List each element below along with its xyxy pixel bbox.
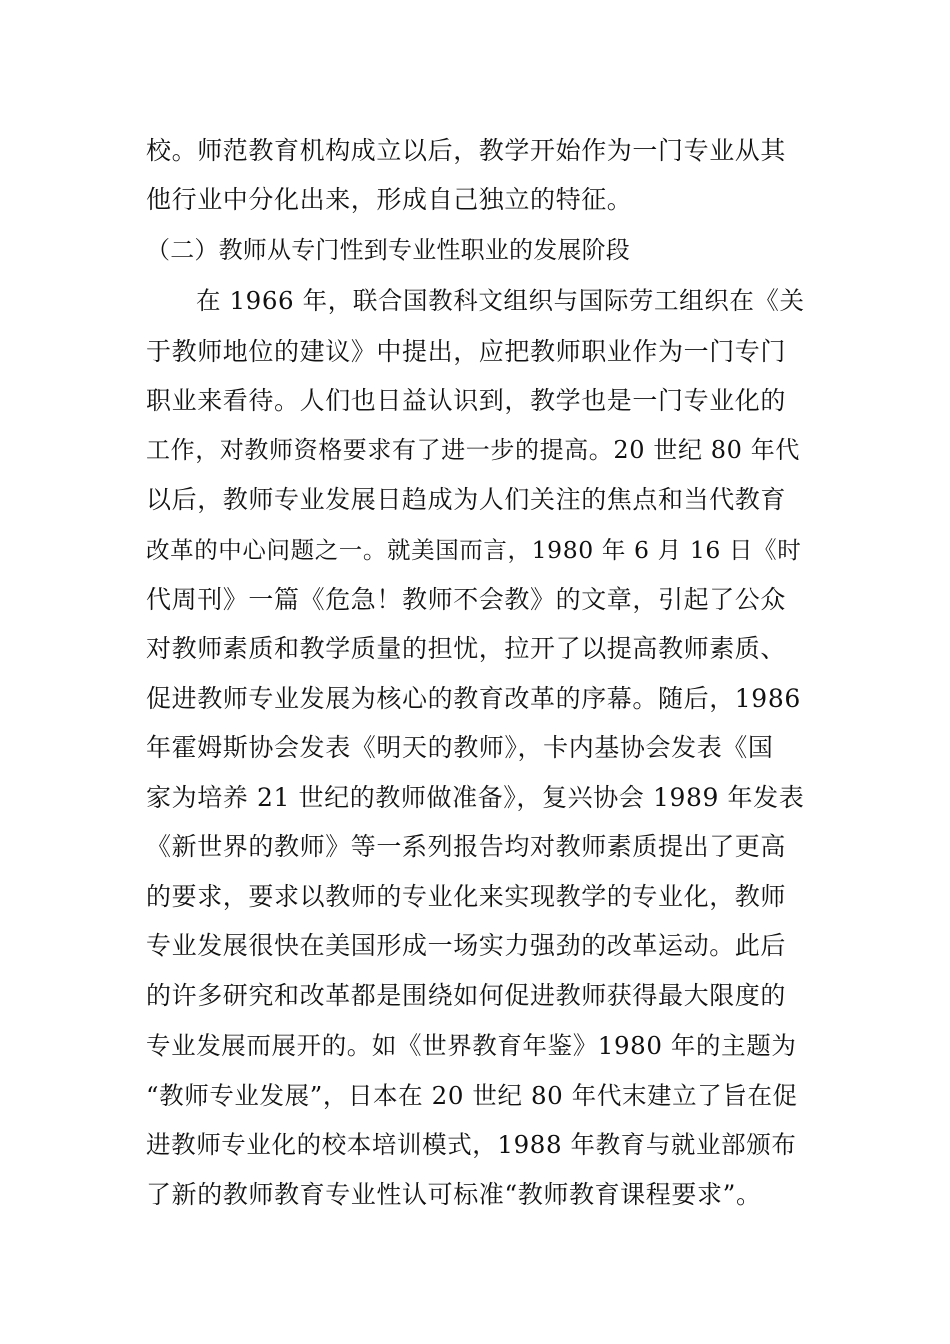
body-text-line-15: 《新世界的教师》等一系列报告均对教师素质提出了更高 — [146, 832, 787, 861]
body-text-line-5: 于教师地位的建议》中提出，应把教师职业作为一门专门 — [146, 337, 787, 366]
body-text-line-9: 改革的中心问题之一。就美国而言，1980 年 6 月 16 日《时 — [146, 536, 802, 564]
body-text-line-11: 对教师素质和教学质量的担忧，拉开了以提高教师素质、 — [146, 634, 787, 663]
section-heading: （二）教师从专门性到专业性职业的发展阶段 — [146, 236, 630, 264]
body-text-line-20: “教师专业发展”，日本在 20 世纪 80 年代末建立了旨在促 — [146, 1081, 798, 1110]
body-text-line-17: 专业发展很快在美国形成一场实力强劲的改革运动。此后 — [146, 931, 787, 960]
body-text-line-7: 工作，对教师资格要求有了进一步的提高。20 世纪 80 年代 — [146, 436, 800, 464]
body-text-line-19: 专业发展而展开的。如《世界教育年鉴》1980 年的主题为 — [146, 1031, 797, 1060]
body-text-line-1: 校。师范教育机构成立以后，教学开始作为一门专业从其 — [146, 136, 787, 165]
body-text-line-18: 的许多研究和改革都是围绕如何促进教师获得最大限度的 — [146, 981, 787, 1010]
body-text-line-10: 代周刊》一篇《危急！教师不会教》的文章，引起了公众 — [146, 585, 787, 614]
body-text-line-6: 职业来看待。人们也日益认识到，教学也是一门专业化的 — [146, 386, 787, 415]
body-text-line-12: 促进教师专业发展为核心的教育改革的序幕。随后，1986 — [146, 684, 801, 713]
body-text-line-16: 的要求，要求以教师的专业化来实现教学的专业化，教师 — [146, 882, 787, 911]
body-text-line-14: 家为培养 21 世纪的教师做准备》，复兴协会 1989 年发表 — [146, 783, 805, 812]
paragraph-first-line: 在 1966 年，联合国教科文组织与国际劳工组织在《关 — [196, 286, 805, 315]
body-text-line-13: 年霍姆斯协会发表《明天的教师》，卡内基协会发表《国 — [146, 733, 774, 762]
body-text-line-8: 以后，教师专业发展日趋成为人们关注的焦点和当代教育 — [146, 485, 787, 514]
body-text-line-2: 他行业中分化出来，形成自己独立的特征。 — [146, 185, 633, 214]
body-text-line-22: 了新的教师教育专业性认可标准“教师教育课程要求”。 — [146, 1180, 762, 1209]
body-text-line-21: 进教师专业化的校本培训模式，1988 年教育与就业部颁布 — [146, 1130, 797, 1159]
